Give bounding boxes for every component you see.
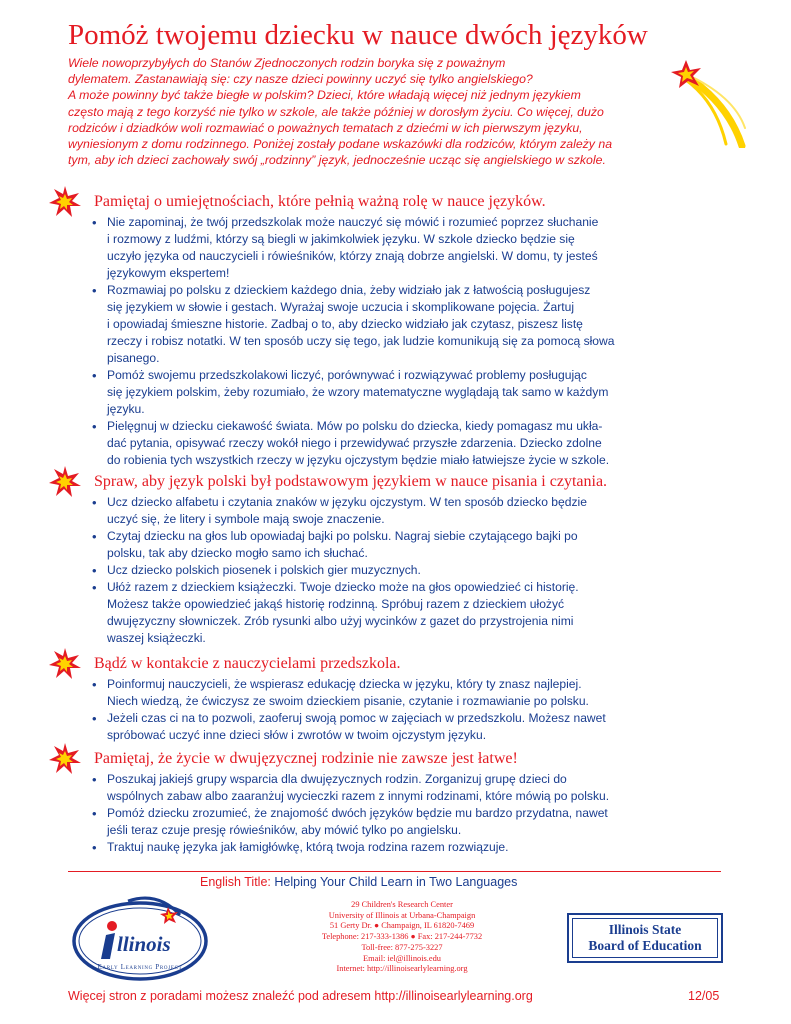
text-line: • Nie zapominaj, że twój przedszkolak może nauczyć się mówić i rozumieć poprzez słuchanie bbox=[107, 215, 599, 229]
text-line: się językiem w słowie i gestach. Wyrażaj swoje uczucia i skomplikowane pojęcia. Żartuj bbox=[107, 300, 575, 314]
intro-line: A może powinny być także biegłe w polskim? Dzieci, które władają więcej niż jednym językiem bbox=[68, 88, 581, 103]
contact-line[interactable]: Internet: http://illinoisearlylearning.org bbox=[336, 964, 468, 974]
text-line: • Poinformuj nauczycieli, że wspierasz edukację dziecka w języku, który ty znasz najlepiej. bbox=[107, 677, 582, 691]
board-of-education-logo bbox=[567, 913, 723, 963]
list-item bbox=[92, 805, 609, 839]
bullet-list bbox=[92, 771, 609, 856]
text-line: • Czytaj dziecku na głos lub opowiadaj bajki po polsku. Nagraj siebie czytającego bajki po bbox=[107, 529, 578, 543]
footer-more-tips-link[interactable]: Więcej stron z poradami możesz znaleźć pod adresem http://illinoisearlylearning.org bbox=[68, 989, 533, 1003]
intro-line: rodziców i dziadków woli rozmawiać o poważnych tematach z dziećmi w ich pierwszym języku, bbox=[68, 120, 583, 135]
intro-line: tym, aby ich dzieci zachowały swój „rodzinny” język, jednocześnie ucząc się angielskiego w szkole. bbox=[68, 153, 606, 168]
contact-line: 29 Children's Research Center bbox=[351, 900, 453, 909]
text-line: Możesz także opowiedzieć jakąś historię rodzinną. Spróbuj razem z dzieckiem ułożyć bbox=[107, 597, 565, 611]
text-line: • Ułóż razem z dzieckiem książeczki. Twoje dziecko może na głos opowiedzieć ci historię. bbox=[107, 580, 579, 594]
list-item bbox=[92, 528, 587, 562]
text-line: waszej książeczki. bbox=[107, 631, 206, 645]
contact-line: University of Illinois at Urbana-Champaign bbox=[328, 910, 476, 920]
list-item bbox=[92, 282, 615, 367]
english-title-value: Helping Your Child Learn in Two Languages bbox=[274, 875, 518, 889]
intro-line: dylematem. Zastanawiają się: czy nasze dzieci powinny uczyć się tylko angielskiego? bbox=[68, 72, 533, 87]
list-item bbox=[92, 367, 615, 418]
illinois-early-learning-logo-icon bbox=[68, 893, 214, 989]
footer-date: 12/05 bbox=[688, 989, 720, 1003]
shooting-star-icon bbox=[668, 58, 746, 148]
english-title-label: English Title: bbox=[200, 875, 271, 889]
section-title: Pamiętaj o umiejętnościach, które pełnią ważną rolę w nauce języków. bbox=[94, 193, 546, 210]
text-line: języku. bbox=[107, 402, 145, 416]
star-burst-icon bbox=[48, 185, 82, 219]
list-item bbox=[92, 579, 587, 647]
list-item bbox=[92, 839, 609, 856]
text-line: wspólnych zabaw albo zaaranżuj wycieczki razem z innymi rodzinami, które mówią po polsku. bbox=[107, 789, 610, 803]
text-line: i opowiadaj śmieszne historie. Zadbaj o to, aby dziecko widziało jak czytasz, piszesz listę bbox=[107, 317, 583, 331]
text-line: do robienia tych wszystkich rzeczy w języku ojczystym będzie miało łatwiejsze życie w szkole. bbox=[107, 453, 610, 467]
text-line: spróbować uczyć inne dzieci słów i zwrotów w twoim ojczystym języku. bbox=[107, 728, 487, 742]
section-title: Spraw, aby język polski był podstawowym językiem w nauce pisania i czytania. bbox=[94, 473, 608, 490]
text-line: jeśli teraz czuje presję rówieśników, aby mówić tylko po angielsku. bbox=[107, 823, 462, 837]
list-item bbox=[92, 710, 606, 744]
footer-divider bbox=[68, 871, 721, 872]
logo-name: llinois bbox=[117, 932, 171, 956]
section-title: Bądź w kontakcie z nauczycielami przedszkola. bbox=[94, 655, 401, 672]
contact-info bbox=[292, 900, 512, 975]
text-line: się językiem polskim, żeby rozumiało, że wzory matematyczne wyglądają tak samo w każdym bbox=[107, 385, 609, 399]
list-item bbox=[92, 562, 587, 579]
page-title: Pomóż twojemu dziecku w nauce dwóch języków bbox=[68, 19, 648, 51]
list-item bbox=[92, 494, 587, 528]
star-burst-icon bbox=[48, 647, 82, 681]
text-line: • Pielęgnuj w dziecku ciekawość świata. Mów po polsku do dziecka, kiedy pomagasz mu ukła- bbox=[107, 419, 603, 433]
board-logo-line: Board of Education bbox=[588, 938, 702, 953]
text-line: • Poszukaj jakiejś grupy wsparcia dla dwujęzycznych rodzin. Zorganizuj grupę dzieci do bbox=[107, 772, 567, 786]
star-burst-icon bbox=[48, 742, 82, 776]
text-line: pisanego. bbox=[107, 351, 160, 365]
text-line: • Ucz dziecko alfabetu i czytania znaków w języku ojczystym. W ten sposób dziecko będzie bbox=[107, 495, 587, 509]
bullet-list bbox=[92, 676, 606, 744]
list-item bbox=[92, 676, 606, 710]
logo-subtitle: Early Learning Project bbox=[97, 964, 183, 971]
text-line: uczyć się, że litery i symbole mają swoje znaczenie. bbox=[107, 512, 385, 526]
text-line: uczyło języka od nauczycieli i rówieśników, którzy znają dobrze angielski. W domu, ty jesteś bbox=[107, 249, 598, 263]
text-line: językowym ekspertem! bbox=[107, 266, 230, 280]
contact-line: 51 Gerty Dr. ● Champaign, IL 61820-7469 bbox=[329, 921, 475, 931]
list-item bbox=[92, 214, 615, 282]
text-line: rzeczy i robisz notatki. W ten sposób uczy się tego, jak ludzie komunikują się za pomocą słowa bbox=[107, 334, 615, 348]
contact-line: Telephone: 217-333-1386 ● Fax: 217-244-7732 bbox=[321, 932, 483, 942]
text-line: polsku, tak aby dziecko mogło samo ich słuchać. bbox=[107, 546, 368, 560]
text-line: dwujęzyczny słowniczek. Zrób rysunki albo użyj wycinków z gazet do przystrojenia nimi bbox=[107, 614, 574, 628]
text-line: • Rozmawiaj po polsku z dzieckiem każdego dnia, żeby widziało jak z łatwością posługujesz bbox=[107, 283, 591, 297]
english-title bbox=[200, 874, 517, 890]
text-line: • Pomóż dziecku zrozumieć, że znajomość dwóch języków będzie mu bardzo przydatna, nawet bbox=[107, 806, 608, 820]
bullet-list bbox=[92, 214, 615, 469]
list-item bbox=[92, 418, 615, 469]
star-burst-icon bbox=[48, 465, 82, 499]
intro-line: Wiele nowoprzybyłych do Stanów Zjednoczonych rodzin boryka się z poważnym bbox=[68, 56, 506, 70]
intro-line: często mają z tego korzyść nie tylko w szkole, ale także później w dorosłym życiu. Co więcej, dużo bbox=[68, 104, 604, 119]
text-line: • Ucz dziecko polskich piosenek i polskich gier muzycznych. bbox=[107, 563, 421, 577]
list-item bbox=[92, 771, 609, 805]
text-line: dać pytania, opisywać rzeczy wokół niego i przewidywać przyszłe zdarzenia. Dziecko zdolne bbox=[107, 436, 602, 450]
text-line: • Traktuj naukę języka jak łamigłówkę, którą twoja rodzina razem rozwiązuje. bbox=[107, 840, 509, 854]
text-line: • Jeżeli czas ci na to pozwoli, zaoferuj swoją pomoc w zajęciach w przedszkolu. Możesz nawet bbox=[107, 711, 606, 725]
bullet-list bbox=[92, 494, 587, 647]
text-line: i rozmowy z ludźmi, którzy są biegli w jakimkolwiek języku. W szkole dziecko będzie się bbox=[107, 232, 575, 246]
section-title: Pamiętaj, że życie w dwujęzycznej rodzinie nie zawsze jest łatwe! bbox=[94, 750, 518, 767]
text-line: • Pomóż swojemu przedszkolakowi liczyć, porównywać i rozwiązywać problemy posługując bbox=[107, 368, 587, 382]
contact-line[interactable]: Email: iel@illinois.edu bbox=[363, 953, 441, 963]
intro-line: wyniesionym z domu rodzinnego. Poniżej zostały podane wskazówki dla rodziców, którym zależy na bbox=[68, 137, 613, 152]
intro-paragraph bbox=[68, 55, 688, 168]
contact-line: Toll-free: 877-275-3227 bbox=[361, 942, 443, 952]
text-line: Niech wiedzą, że ćwiczysz ze swoim dzieckiem pisanie, czytanie i rozmawianie po polsku. bbox=[107, 694, 589, 708]
board-logo-line: Illinois State bbox=[608, 922, 682, 937]
